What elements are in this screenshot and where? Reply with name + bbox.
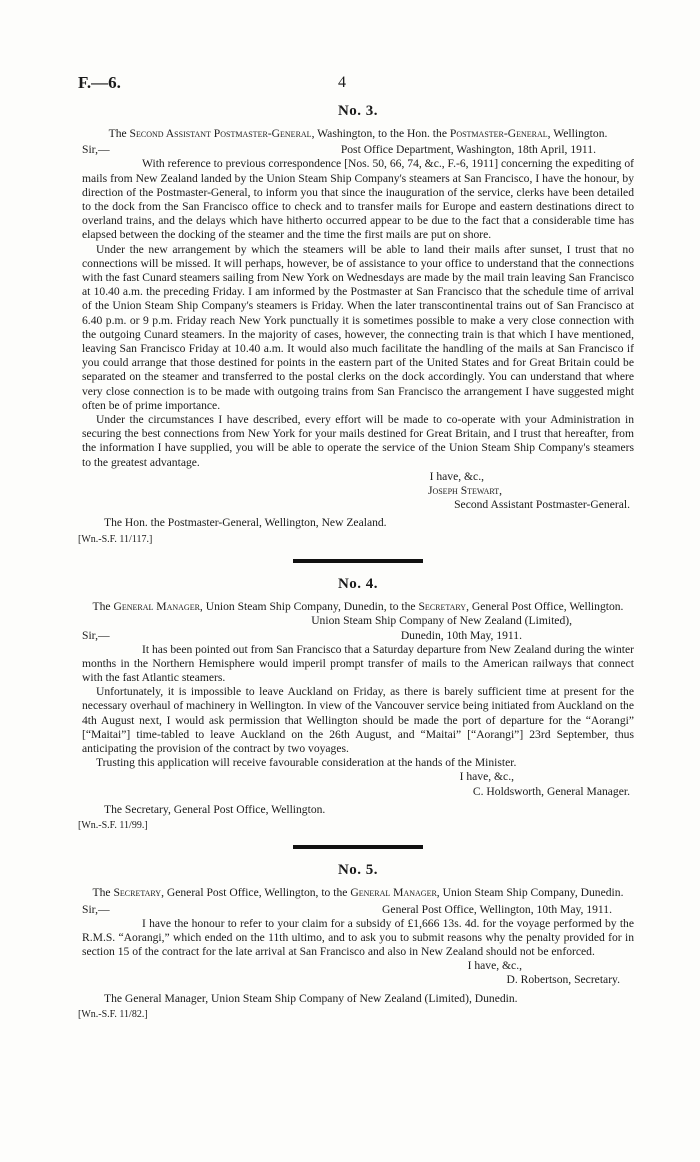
paragraph: It has been pointed out from San Francisco that a Saturday departure from New Zealand during the winter months in the Northern Hemisphere would imperil prompt transfer of mails to the American railways that connect with the fast Atlantic steamers. <box>82 642 634 684</box>
addressee: The General Manager, Union Steam Ship Company of New Zealand (Limited), Dunedin. <box>104 991 518 1005</box>
paragraph: Under the new arrangement by which the steamers will be able to land their mails after sunset, I trust that no connections will be missed. It will perhaps, however, be of assistance to your office to understand that the connections with the fast Cunard steamers sailing from New York on Wednesdays are made by the mail train leaving San Francisco at 10.40 a.m. the preceding Friday. I am informed by the Postmaster at San Francisco that the schedule time of arrival of the Union Steam Ship Company's steamers is Friday. When the later transcontinental trains out of San Francisco at 6.40 p.m. or 9 p.m. Friday reach New York punctually it is sometimes possible to make a very close connection with the outgoing Cunard steamers. In the majority of cases, however, the connecting train is that which I have mentioned, leaving San Francisco Friday at 10.40 a.m. It would also much facilitate the handling of the mails at San Francisco if you could arrange that those destined for points in the eastern part of the United States and for Great Britain could be separated on the steamer and transferred to the postal clerks on the dock accordingly. You can understand that where very close connection is to be made with outgoing trains from San Francisco the arrangement I have suggested might often be of prime importance. <box>82 242 634 412</box>
address-text: , Washington, to the Hon. the <box>311 127 450 141</box>
salutation-line <box>82 143 634 157</box>
letter-number: No. 3. <box>337 103 379 119</box>
address-text: , Union Steam Ship Company, Dunedin, to the <box>199 600 419 614</box>
address-text: The <box>108 127 130 141</box>
sender-location-date: General Post Office, Wellington, 10th May, 1911. <box>382 902 612 916</box>
address-text: , Union Steam Ship Company, Dunedin. <box>436 886 624 900</box>
sender-company: Union Steam Ship Company of New Zealand (Limited), <box>311 614 572 628</box>
salutation-line <box>82 629 634 643</box>
signature-title: Second Assistant Postmaster-General. <box>454 498 630 512</box>
salutation: Sir,— <box>82 902 110 916</box>
address-title: Secretary <box>113 886 162 900</box>
paragraph: I have the honour to refer to your claim for a subsidy of £1,666 13s. 4d. for the voyage performed by the R.M.S. “Aorangi,” which ended on the 11th ultimo, and to ask you to submit reasons why the penalty provided for in section 15 of the contract for the late arrival at San Francisco and also in New Zealand should not be enforced. <box>82 916 634 958</box>
closing: I have, &c., <box>429 469 484 483</box>
letter-address <box>82 600 634 614</box>
letter-address <box>82 127 634 141</box>
file-reference: [Wn.-S.F. 11/99.] <box>78 819 148 831</box>
paragraph: Under the circumstances I have described, every effort will be made to co-operate with your Administration in securing the best connections from New York for your mails destined for Great Britain, and I trust that hereafter, from the information I have supplied, you will be able to operate the service of the Union Steam Ship Company's steamers to the greatest advantage. <box>82 413 634 469</box>
sender-location-date: Dunedin, 10th May, 1911. <box>400 628 522 642</box>
document-reference: F.—6. <box>78 73 121 92</box>
address-text: , General Post Office, Wellington. <box>466 600 624 614</box>
letter-no-3 <box>78 103 634 547</box>
salutation-line <box>82 903 634 917</box>
sender-location-date: Post Office Department, Washington, 18th April, 1911. <box>340 143 596 157</box>
page-number: 4 <box>338 74 346 91</box>
letter-address <box>82 886 634 900</box>
address-text: , General Post Office, Wellington, to the <box>161 886 351 900</box>
paragraph: Trusting this application will receive favourable consideration at the hands of the Minister. <box>96 756 517 770</box>
signature: D. Robertson, Secretary. <box>506 973 620 987</box>
salutation: Sir,— <box>82 628 110 642</box>
address-text: The <box>92 886 114 900</box>
address-title: Second Assistant Postmaster-General <box>129 127 312 141</box>
letter-no-4 <box>78 575 634 833</box>
document-page <box>78 73 634 1022</box>
closing: I have, &c., <box>459 770 514 784</box>
closing: I have, &c., <box>467 959 522 973</box>
address-title: General Manager <box>350 886 437 900</box>
addressee: The Hon. the Postmaster-General, Wellington, New Zealand. <box>104 516 387 530</box>
section-divider <box>293 845 423 849</box>
letter-number: No. 4. <box>337 575 379 592</box>
address-text: , Wellington. <box>547 127 608 141</box>
file-reference: [Wn.-S.F. 11/117.] <box>78 533 153 545</box>
page-header <box>78 73 634 104</box>
file-reference: [Wn.-S.F. 11/82.] <box>78 1008 148 1020</box>
letter-no-5 <box>78 862 634 1022</box>
signature-name: Joseph Stewart, <box>427 484 502 498</box>
address-title: Postmaster-General <box>449 127 548 141</box>
address-title: General Manager <box>113 600 200 614</box>
address-text: The <box>92 600 114 614</box>
section-divider <box>293 559 423 563</box>
letter-number: No. 5. <box>337 862 379 879</box>
paragraph: With reference to previous correspondence [Nos. 50, 66, 74, &c., F.-6, 1911] concerning the expediting of mails from New Zealand landed by the Union Steam Ship Company's steamers at San Francisco, I have the honour, by direction of the Postmaster-General, to inform you that since the inauguration of the service, clerks have been detailed to the dock from the San Francisco office to check and to transfer mails for Europe and eastern destinations direct to overland trains, and the delays which have hitherto occurred appear to be due to the fact that a considerable time has elapsed between the docking of the steamer and the time the first mails are put on shore. <box>82 157 634 242</box>
address-title: Secretary <box>418 600 467 614</box>
addressee: The Secretary, General Post Office, Wellington. <box>104 802 326 816</box>
signature: C. Holdsworth, General Manager. <box>472 784 630 798</box>
paragraph: Unfortunately, it is impossible to leave Auckland on Friday, as there is barely sufficient time at present for the necessary overhaul of machinery in Wellington. In view of the Vancouver service being initiated from Auckland on the 4th August next, I would ask permission that Wellington should be made the port of departure for the “Aorangi” [“Maitai”] time-tabled to leave Auckland on the 26th August, and “Maitai” [“Aorangi”] 23rd September, thus anticipating the provision of the contract by two voyages. <box>82 685 634 755</box>
salutation: Sir,— <box>82 143 110 157</box>
